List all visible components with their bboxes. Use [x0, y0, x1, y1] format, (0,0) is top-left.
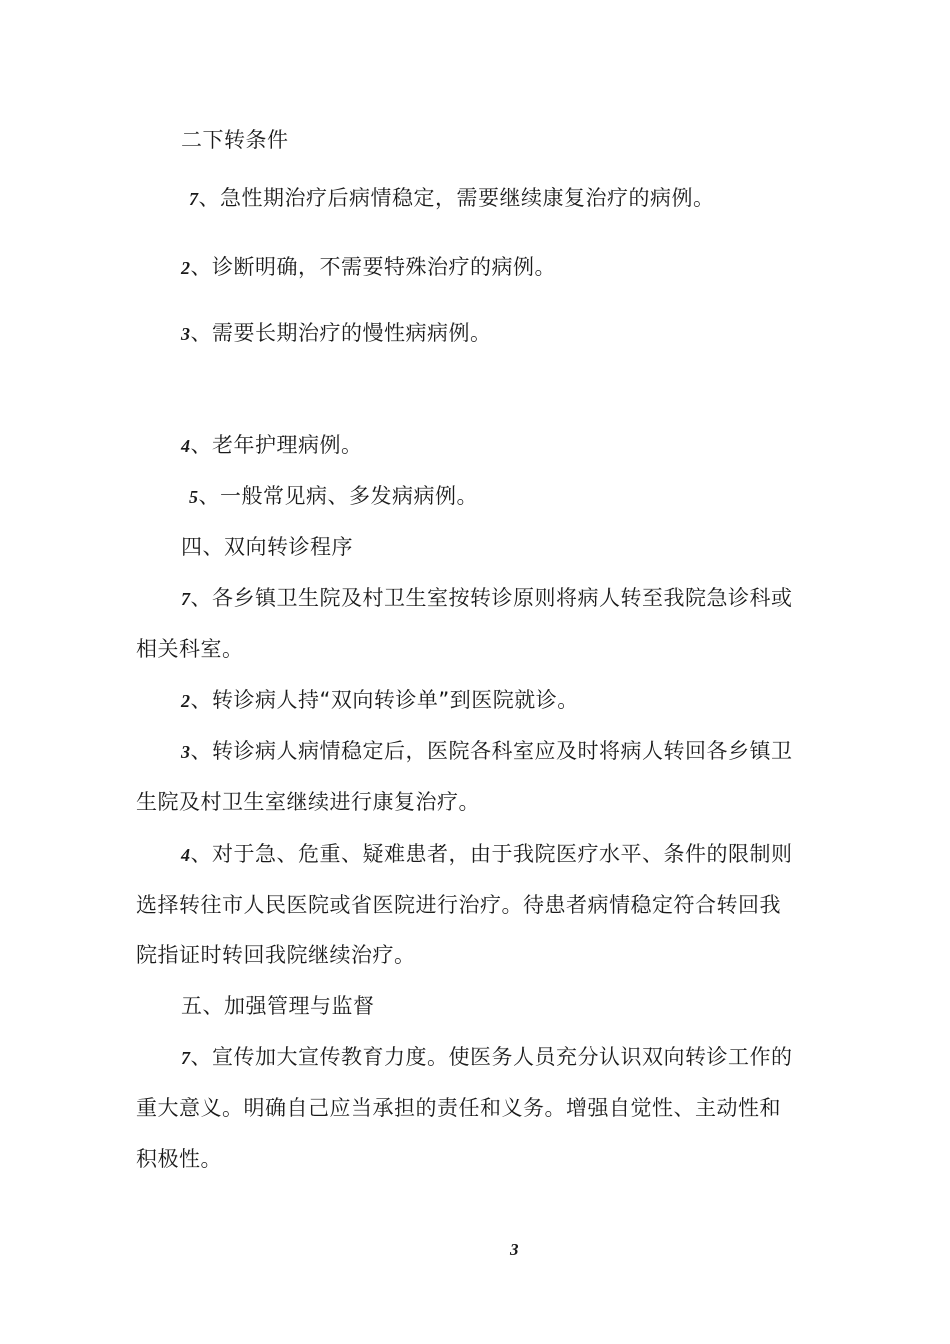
line-text: 、宣传加大宣传教育力度。使医务人员充分认识双向转诊工作的	[190, 1045, 793, 1069]
line-text: 、需要长期治疗的慢性病病例。	[190, 321, 492, 345]
list-item-condition-3	[181, 320, 492, 347]
line-text: 、转诊病人持“双向转诊单”到医院就诊。	[190, 688, 579, 712]
line-text: 生院及村卫生室继续进行康复治疗。	[136, 790, 480, 814]
item-number: 5	[189, 487, 199, 507]
page-number: 3	[510, 1240, 519, 1259]
section-heading-procedure	[181, 534, 353, 560]
paragraph-management-1-continued-2	[136, 1146, 222, 1172]
line-text: 选择转往市人民医院或省医院进行治疗。待患者病情稳定符合转回我	[136, 893, 781, 917]
line-text: 相关科室。	[136, 637, 244, 661]
paragraph-management-1-continued	[136, 1095, 781, 1121]
item-number: 7	[189, 189, 199, 209]
paragraph-procedure-4-continued	[136, 892, 781, 918]
paragraph-procedure-1-continued	[136, 636, 244, 662]
paragraph-procedure-3	[181, 738, 793, 765]
item-number: 7	[181, 589, 191, 609]
paragraph-procedure-4	[181, 841, 793, 868]
item-number: 2	[181, 258, 191, 278]
line-text: 重大意义。明确自己应当承担的责任和义务。增强自觉性、主动性和	[136, 1096, 781, 1120]
line-text: 四、双向转诊程序	[181, 535, 353, 559]
list-item-condition-5	[189, 483, 478, 510]
list-item-condition-4	[181, 432, 363, 459]
line-text: 、一般常见病、多发病病例。	[198, 484, 478, 508]
line-text: 、对于急、危重、疑难患者，由于我院医疗水平、条件的限制则	[190, 842, 793, 866]
item-number: 4	[181, 436, 191, 456]
list-item-condition-1	[189, 185, 715, 212]
item-number: 3	[181, 742, 191, 762]
item-number: 2	[181, 691, 191, 711]
line-text: 、老年护理病例。	[190, 433, 363, 457]
paragraph-procedure-3-continued	[136, 789, 480, 815]
line-text: 二下转条件	[181, 128, 289, 152]
line-text: 积极性。	[136, 1147, 222, 1171]
line-text: 五、加强管理与监督	[181, 994, 375, 1018]
line-text: 、诊断明确，不需要特殊治疗的病例。	[190, 255, 556, 279]
line-text: 院指证时转回我院继续治疗。	[136, 943, 416, 967]
line-text: 、转诊病人病情稳定后，医院各科室应及时将病人转回各乡镇卫	[190, 739, 793, 763]
paragraph-procedure-2	[181, 687, 579, 714]
paragraph-procedure-1	[181, 585, 793, 612]
list-item-condition-2	[181, 254, 556, 281]
paragraph-management-1	[181, 1044, 793, 1071]
item-number: 7	[181, 1048, 191, 1068]
line-text: 、急性期治疗后病情稳定，需要继续康复治疗的病例。	[198, 186, 715, 210]
paragraph-procedure-4-continued-2	[136, 942, 416, 968]
item-number: 4	[181, 845, 191, 865]
section-heading-transfer-conditions	[181, 127, 289, 153]
line-text: 、各乡镇卫生院及村卫生室按转诊原则将病人转至我院急诊科或	[190, 586, 793, 610]
item-number: 3	[181, 324, 191, 344]
section-heading-management	[181, 993, 375, 1019]
